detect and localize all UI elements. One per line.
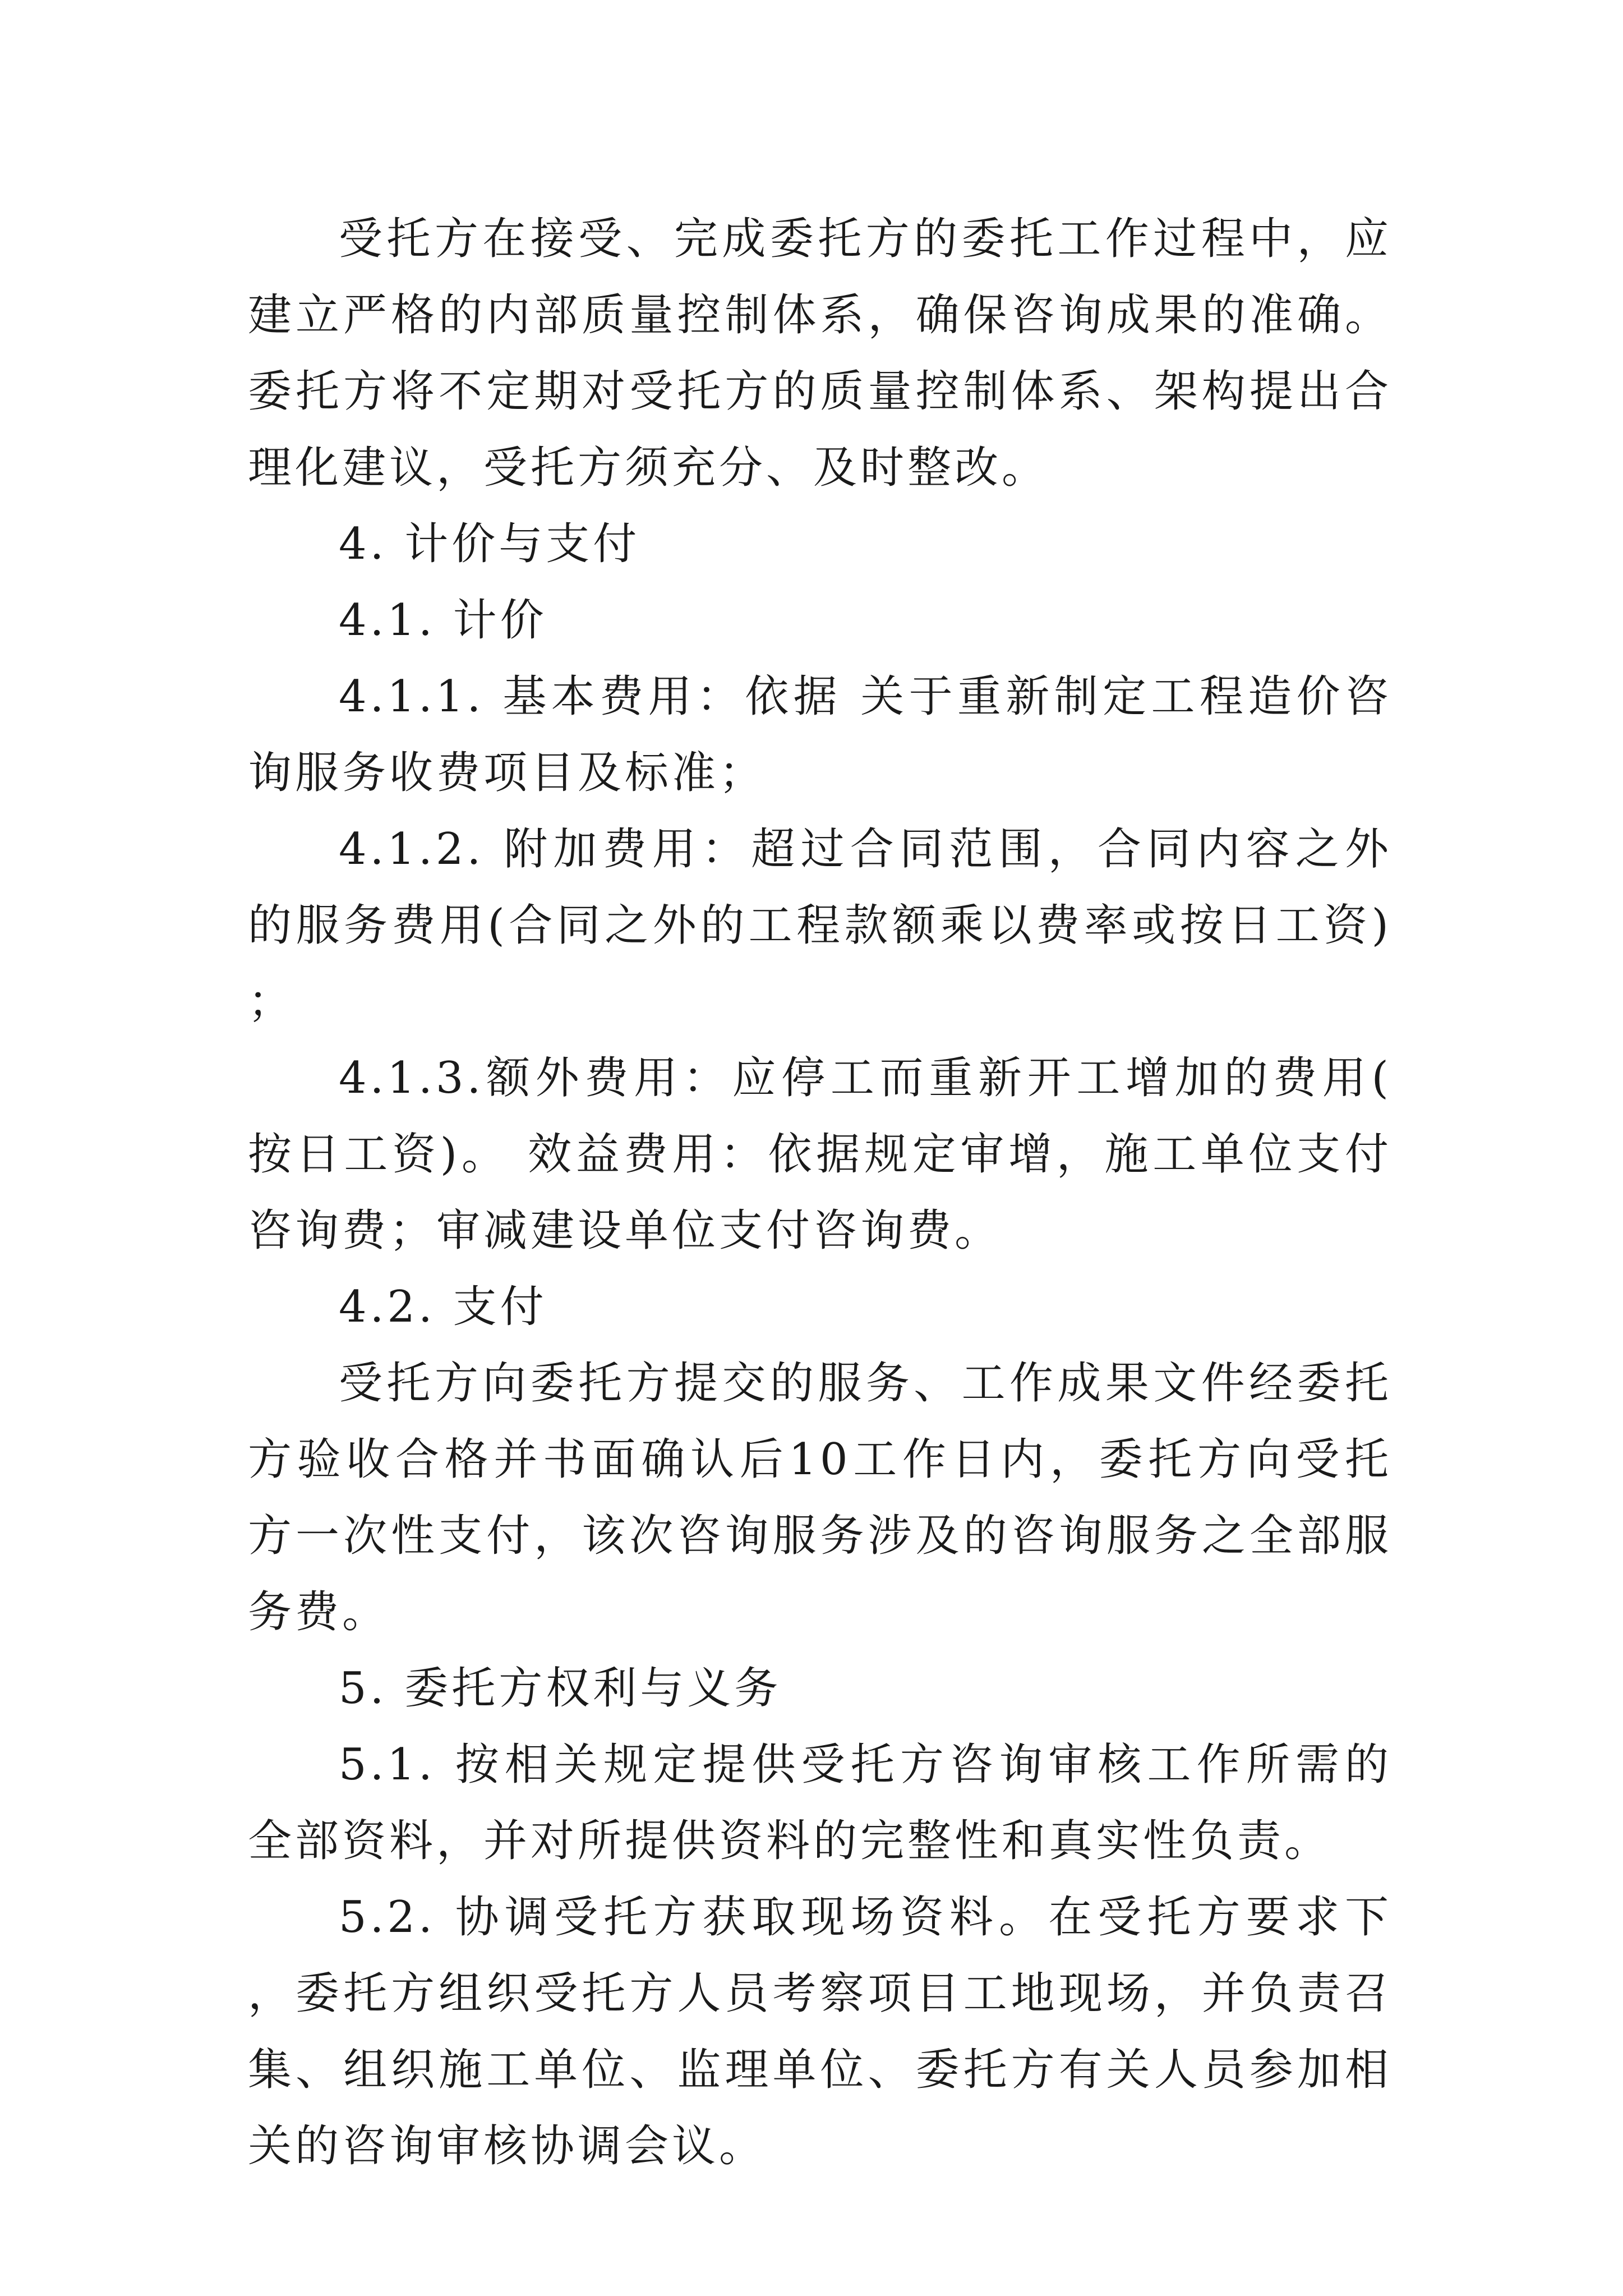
paragraph-quality-control: 受托方在接受、完成委托方的委托工作过程中，应建立严格的内部质量控制体系，确保咨询成果的准确。委托方将不定期对受托方的质量控制体系、架构提出合理化建议，受托方须充分、及时整改。 bbox=[248, 214, 1392, 493]
section-heading-5: 5. 委托方权利与义务 bbox=[339, 1663, 782, 1714]
document-body bbox=[248, 201, 1392, 2184]
clause-4-1-3: 4.1.3.额外费用：应停工而重新开工增加的费用(按日工资)。 效益费用：依据规定审增，施工单位支付咨询费；审减建设单位支付咨询费。 bbox=[248, 1053, 1392, 1256]
clause-5-2: 5.2. 协调受托方获取现场资料。在受托方要求下，委托方组织受托方人员考察项目工地现场，并负责召集、组织施工单位、监理单位、委托方有关人员参加相关的咨询审核协调会议。 bbox=[248, 1892, 1392, 2171]
clause-5-1: 5.1. 按相关规定提供受托方咨询审核工作所需的全部资料，并对所提供资料的完整性和真实性负责。 bbox=[248, 1740, 1392, 1866]
paragraph-payment: 受托方向委托方提交的服务、工作成果文件经委托方验收合格并书面确认后10工作日内，委托方向受托方一次性支付，该次咨询服务涉及的咨询服务之全部服务费。 bbox=[248, 1358, 1392, 1637]
clause-4-1-1: 4.1.1. 基本费用：依据 关于重新制定工程造价咨询服务收费项目及标准； bbox=[248, 671, 1392, 798]
section-heading-4-1: 4.1. 计价 bbox=[339, 595, 547, 646]
section-heading-4-2: 4.2. 支付 bbox=[339, 1282, 547, 1332]
clause-4-1-2: 4.1.2. 附加费用：超过合同范围，合同内容之外的服务费用(合同之外的工程款额乘以费率或按日工资)； bbox=[248, 824, 1392, 1027]
section-heading-4: 4. 计价与支付 bbox=[339, 519, 640, 569]
